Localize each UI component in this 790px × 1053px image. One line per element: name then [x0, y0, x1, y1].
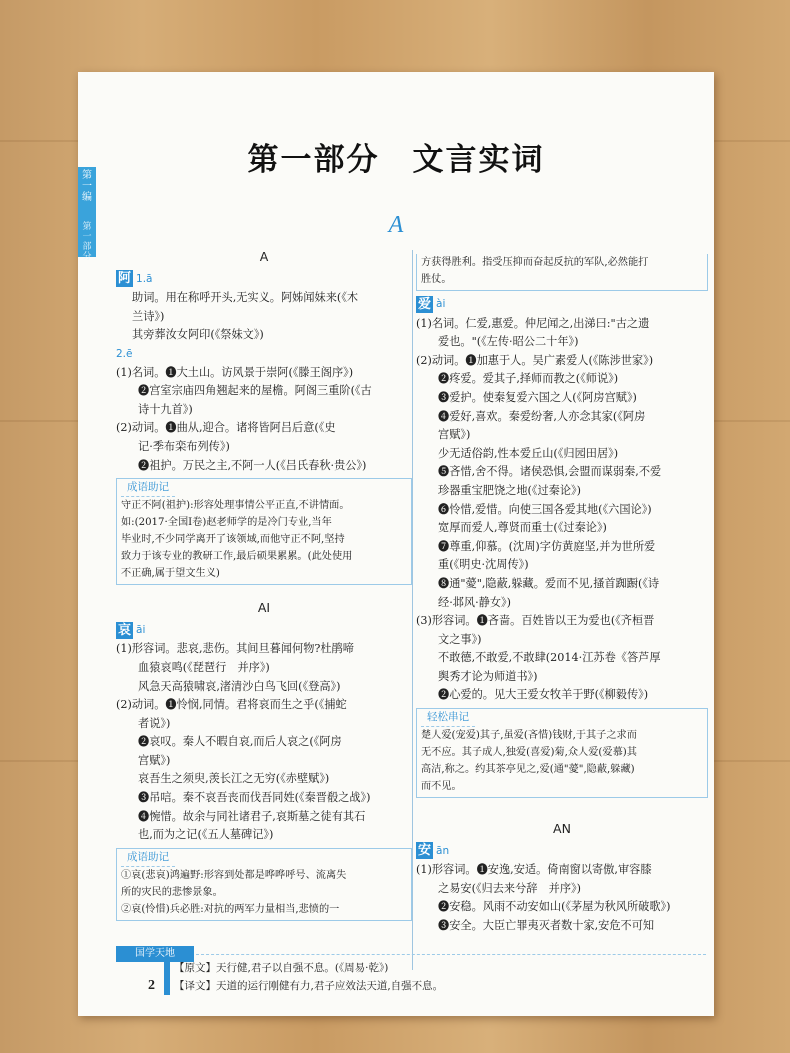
entry-head-an	[416, 842, 708, 861]
box-line: 方获得胜利。指受压抑而奋起反抗的军队,必然能打	[421, 257, 649, 268]
idiom-box	[116, 478, 412, 585]
text-line: 文之事》)	[438, 632, 482, 646]
text-line: 者说》)	[138, 716, 171, 730]
text-line: 少无适俗韵,性本爱丘山(《归园田居》)	[438, 446, 619, 460]
footer-translation: 【译文】天道的运行刚健有力,君子应效法天道,自强不息。	[174, 980, 444, 992]
side-tab-sublabel: 第一部分	[82, 222, 92, 262]
box-line: 胜仗。	[421, 274, 452, 285]
text-line: 宽厚而爱人,尊贤而重士(《过秦论》)	[438, 521, 607, 535]
text-line: ❷心爱的。见大王爱女牧羊于野(《柳毅传》)	[438, 688, 649, 702]
box-line: 高洁,称之。约其茶亭见之,爱(通"薆",隐蔽,躲藏)	[421, 764, 635, 776]
text-line: ❼尊重,仰慕。(沈周)字仿黄庭坚,并为世所爱	[438, 539, 656, 553]
text-line: 之易安(《归去来兮辞 并序》)	[438, 881, 581, 895]
text-line: 宫赋》)	[138, 753, 171, 767]
text-line: 诗十九首》)	[138, 402, 193, 416]
text-line: (1)形容词。❶安逸,安适。倚南窗以寄傲,审容膝	[416, 863, 652, 877]
text-line: 血猿哀鸣(《琵琶行 并序》)	[138, 660, 270, 674]
box-title: 轻松串记	[421, 709, 475, 727]
box-line: 致力于该专业的教研工作,最后硕果累累。(此处使用	[121, 551, 353, 563]
box-line: 不正确,属于望文生义)	[121, 568, 220, 580]
text-line: (2)动词。❶怜悯,同情。君将哀而生之乎(《捕蛇	[116, 698, 347, 712]
text-line: ❸吊唁。秦不哀吾丧而伐吾同姓(《秦晋殽之战》)	[138, 791, 371, 805]
box-line: 如:(2017·全国Ⅰ卷)赵老师学的是冷门专业,当年	[121, 517, 332, 529]
left-column	[116, 244, 412, 925]
text-line: 宫赋》)	[438, 428, 471, 442]
box-title: 成语助记	[121, 849, 175, 867]
page-number: 2	[148, 978, 155, 993]
book-page	[78, 72, 714, 1016]
box-line: 而不见。	[421, 781, 462, 793]
entry-char: 哀	[118, 622, 132, 638]
text-line: ❹爱好,喜欢。秦爱纷奢,人亦念其家(《阿房	[438, 409, 646, 423]
footer-divider	[196, 954, 706, 955]
text-line: (1)名词。❶大土山。访风景于崇阿(《滕王阁序》)	[116, 365, 354, 379]
column-divider	[412, 250, 413, 970]
text-line: (2)动词。❶加惠于人。吴广素爱人(《陈涉世家》)	[416, 353, 654, 367]
text-line: 舆秀才论为师道书》)	[438, 669, 538, 683]
side-tab-label: 第一编	[82, 170, 92, 203]
entry-pinyin: āi	[136, 623, 146, 636]
text-line: (1)形容词。悲哀,悲伤。其间旦暮闻何物?杜鹃啼	[116, 642, 354, 656]
box-line: 楚人爱(宠爱)其子,虽爱(吝惜)钱财,于其子之求而	[421, 730, 637, 742]
text-line: ❽通"薆",隐蔽,躲藏。爱而不见,搔首踟蹰(《诗	[438, 576, 660, 590]
footer-accent-bar	[164, 961, 170, 995]
box-title: 成语助记	[121, 479, 175, 497]
box-line: 守正不阿(祖护):形容处理事情公平正直,不讲情面。	[121, 500, 350, 512]
text-line: 爱也。"(《左传·昭公二十年》)	[438, 335, 579, 349]
idiom-box	[116, 848, 412, 921]
box-line: 无不应。其子成人,独爱(喜爱)菊,众人爱(爱慕)其	[421, 747, 637, 759]
footer-tag: 国学天地	[116, 946, 194, 962]
entry-pinyin: 1.ā	[136, 272, 153, 285]
box-line: 所的灾民的悲惨景象。	[121, 886, 223, 898]
entry-pinyin: 2.ē	[116, 347, 133, 360]
text-line: 不敢德,不敢爱,不敢肆(2014·江苏卷《答芦厚	[438, 651, 661, 665]
text-line: 兰诗》)	[132, 309, 165, 323]
text-line: 经·邶风·静女》)	[438, 595, 512, 609]
text-line: ❸安全。大臣亡罪夷灭者数十家,安危不可知	[438, 919, 655, 933]
text-line: ❷哀叹。秦人不暇自哀,而后人哀之(《阿房	[138, 735, 342, 749]
mnemonic-box	[416, 708, 708, 798]
box-line: ②哀(怜惜)兵必胜:对抗的两军力量相当,悲愤的一	[121, 903, 340, 915]
entry-char: 安	[418, 843, 432, 859]
text-line: 重(《明史·沈周传》)	[438, 558, 529, 572]
entry-pinyin: ān	[436, 844, 450, 857]
text-line: 风急天高猿啸哀,渚清沙白鸟飞回(《登高》)	[138, 679, 341, 693]
right-column	[416, 254, 708, 936]
text-line: ❷安稳。风雨不动安如山(《茅屋为秋风所破歌》)	[438, 900, 671, 914]
text-line: ❷宫室宗庙四角翘起来的屋檐。阿阁三重阶(《古	[138, 384, 372, 398]
text-line: ❹惋惜。故余与同社诸君子,哀斯墓之徒有其石	[138, 809, 366, 823]
text-line: ❻怜惜,爱惜。向使三国各爱其地(《六国论》)	[438, 502, 652, 516]
text-line: (2)动词。❶曲从,迎合。诸将皆阿吕后意(《史	[116, 421, 336, 435]
idiom-box-continued	[416, 254, 708, 291]
section-heading-an: AN	[553, 821, 571, 837]
text-line: 珍器重宝肥饶之地(《过秦论》)	[438, 483, 581, 497]
entry-pinyin: ài	[436, 298, 446, 310]
text-line: 其旁葬汝女阿印(《祭妹文》)	[132, 328, 264, 342]
text-line: 记·季布栾布列传》)	[138, 439, 230, 453]
footer-original: 【原文】天行健,君子以自强不息。(《周易·乾》)	[174, 962, 389, 974]
text-line: 助词。用在称呼开头,无实义。阿姊闻妹来(《木	[132, 291, 359, 305]
text-line: (1)名词。仁爱,惠爱。仲尼闻之,出涕曰:"古之遗	[416, 316, 650, 330]
text-line: 也,而为之记(《五人墓碑记》)	[138, 828, 274, 842]
box-line: 毕业时,不少同学离开了该领域,而他守正不阿,坚持	[121, 534, 345, 546]
section-letter: A	[388, 212, 404, 238]
page-title: 第一部分 文言实词	[247, 142, 545, 178]
entry-char: 阿	[118, 271, 132, 287]
section-heading-ai: AI	[257, 600, 271, 616]
text-line: ❺吝惜,舍不得。诸侯恐惧,会盟而谋弱秦,不爱	[438, 465, 662, 479]
text-line: (3)形容词。❶吝啬。百姓皆以王为爱也(《齐桓晋	[416, 614, 655, 628]
box-line: ①哀(悲哀)鸿遍野:形容到处都是哗哗呼号、流离失	[121, 869, 347, 881]
entry-head-a	[116, 270, 412, 289]
text-line: ❸爱护。使秦复爱六国之人(《阿房宫赋》)	[438, 390, 637, 404]
text-line: ❷疼爱。爱其子,择师而教之(《师说》)	[438, 372, 619, 386]
entry-char: 爱	[418, 296, 432, 312]
section-heading-a: A	[259, 249, 269, 264]
text-line: 哀吾生之须臾,羡长江之无穷(《赤壁赋》)	[138, 772, 330, 786]
entry-head-ai	[116, 621, 412, 640]
text-line: ❷祖护。万民之主,不阿一人(《吕氏春秋·贵公》)	[138, 458, 367, 472]
entry-head-ai2	[416, 295, 708, 314]
